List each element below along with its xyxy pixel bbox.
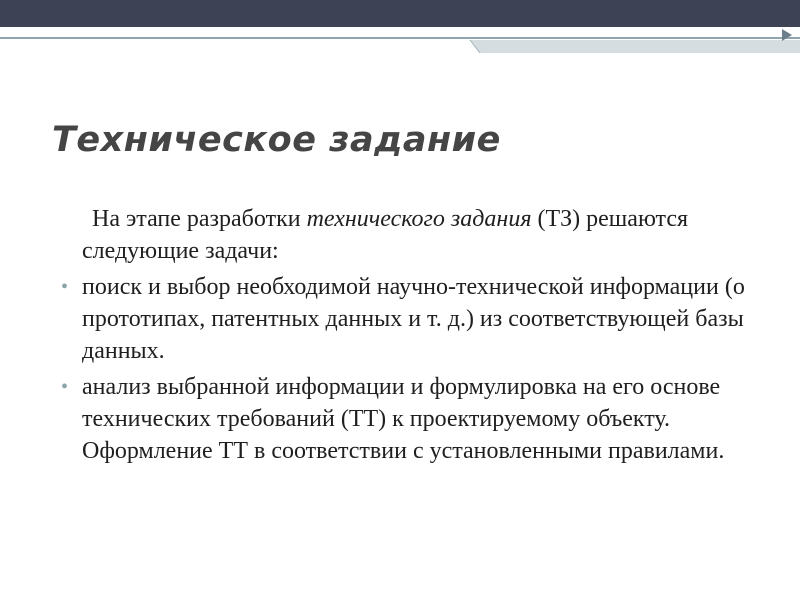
bullet-item xyxy=(60,371,760,467)
slide-body xyxy=(60,203,760,471)
bullet-text: поиск и выбор необходимой научно-технической информации (о прототипах, патентных данных и т. д.) из соответствующей базы данных. xyxy=(82,274,745,364)
intro-emphasis: технического задания xyxy=(306,206,532,232)
bullet-dot-icon: • xyxy=(61,376,69,398)
bullet-item xyxy=(60,271,760,367)
bullet-list xyxy=(60,271,760,467)
bullet-text: анализ выбранной информации и формулировка на его основе технических требований (ТТ) к проектируемому объекту. Оформление ТТ в соответствии с установленными правилами. xyxy=(82,374,725,464)
intro-text-end: (ТЗ) решаются следующие задачи: xyxy=(82,206,689,264)
intro-paragraph xyxy=(82,203,760,267)
intro-text-start: На этапе разработки xyxy=(92,206,307,232)
bullet-dot-icon: • xyxy=(61,276,69,298)
top-decor-bar xyxy=(0,0,800,27)
slide-title: Техническое задание xyxy=(52,120,501,160)
accent-decor xyxy=(0,27,800,55)
